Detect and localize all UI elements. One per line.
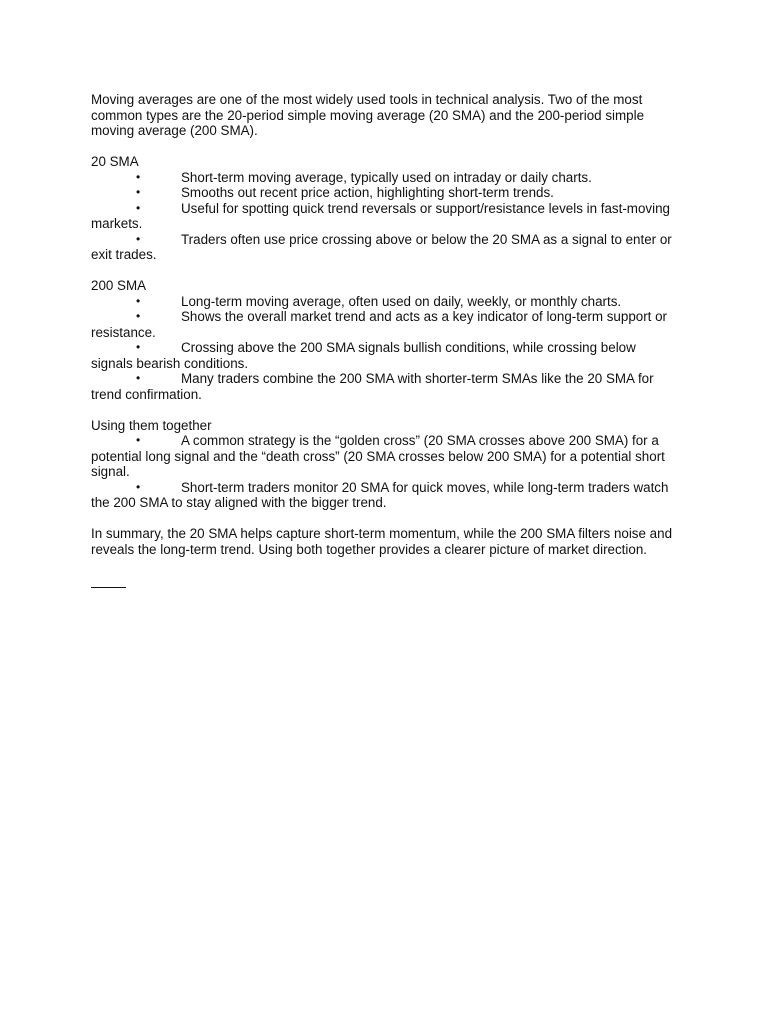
section-200-sma bbox=[91, 278, 681, 402]
bullet-icon: • bbox=[136, 479, 141, 494]
bullet-icon: • bbox=[136, 371, 141, 385]
list-item-text: A common strategy is the “golden cross” (20 SMA crosses above 200 SMA) for a potential long signal and the “death cross” (20 SMA crosses below 200 SMA) for a potential short signal. bbox=[91, 433, 665, 479]
bullet-icon: • bbox=[136, 309, 141, 323]
list-item bbox=[91, 480, 681, 511]
list-item bbox=[91, 433, 681, 480]
bullet-list bbox=[91, 170, 681, 263]
list-item-text: Crossing above the 200 SMA signals bullish conditions, while crossing below signals bearish conditions. bbox=[91, 340, 636, 371]
list-item-text: Useful for spotting quick trend reversals or support/resistance levels in fast-moving markets. bbox=[91, 200, 670, 231]
bullet-icon: • bbox=[136, 293, 141, 308]
bullet-list bbox=[91, 294, 681, 403]
list-item-text: Smooths out recent price action, highlighting short-term trends. bbox=[181, 185, 554, 200]
bullet-icon: • bbox=[136, 185, 141, 199]
list-item bbox=[91, 185, 681, 201]
list-item-text: Traders often use price crossing above or below the 20 SMA as a signal to enter or exit trades. bbox=[91, 231, 672, 262]
horizontal-rule bbox=[91, 587, 126, 588]
bullet-icon: • bbox=[136, 433, 141, 447]
intro-paragraph: Moving averages are one of the most widely used tools in technical analysis. Two of the most common types are the 20-period simple moving average (20 SMA) and the 200-period simple moving average (200 SMA). bbox=[91, 92, 645, 138]
bullet-icon: • bbox=[136, 169, 141, 184]
section-20-sma bbox=[91, 154, 681, 263]
section-heading: 20 SMA bbox=[91, 154, 139, 169]
list-item bbox=[91, 201, 681, 232]
list-item-text: Shows the overall market trend and acts as a key indicator of long-term support or resistance. bbox=[91, 309, 668, 340]
list-item-text: Many traders combine the 200 SMA with shorter-term SMAs like the 20 SMA for trend confirmation. bbox=[91, 371, 654, 402]
list-item bbox=[91, 309, 681, 340]
section-using-together bbox=[91, 418, 681, 511]
bullet-icon: • bbox=[136, 200, 141, 215]
list-item-text: Short-term traders monitor 20 SMA for quick moves, while long-term traders watch the 200 SMA to stay aligned with the bigger trend. bbox=[91, 479, 669, 510]
section-heading: 200 SMA bbox=[91, 278, 147, 293]
list-item-text: Short-term moving average, typically used on intraday or daily charts. bbox=[181, 169, 592, 185]
document-page bbox=[91, 92, 681, 588]
bullet-icon: • bbox=[136, 231, 141, 246]
list-item bbox=[91, 170, 681, 186]
list-item bbox=[91, 294, 681, 310]
section-heading: Using them together bbox=[91, 417, 212, 433]
summary-paragraph: In summary, the 20 SMA helps capture short-term momentum, while the 200 SMA filters noise and reveals the long-term trend. Using both together provides a clearer picture of market direction. bbox=[91, 526, 673, 557]
list-item bbox=[91, 371, 681, 402]
bullet-icon: • bbox=[136, 340, 141, 354]
list-item bbox=[91, 232, 681, 263]
list-item bbox=[91, 340, 681, 371]
bullet-list bbox=[91, 433, 681, 511]
list-item-text: Long-term moving average, often used on daily, weekly, or monthly charts. bbox=[181, 293, 622, 309]
